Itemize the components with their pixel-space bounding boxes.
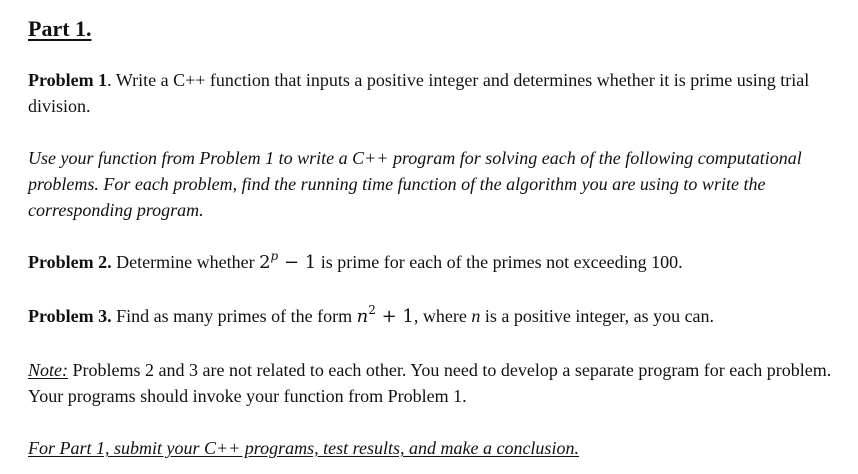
problem-2-paragraph: [28, 249, 850, 276]
note-text: Problems 2 and 3 are not related to each other. You need to develop a separate program for each problem. Your programs should invoke your function from Problem 1.: [28, 360, 832, 406]
problem-1-label: Problem 1: [28, 70, 108, 90]
part-title: Part 1.: [28, 16, 92, 41]
problem-2-label: Problem 2.: [28, 252, 112, 272]
formula-exponent: 2: [368, 303, 376, 317]
problem-2-text-before: Determine whether: [111, 252, 260, 272]
problem-3-paragraph: [28, 303, 850, 330]
problem-3-formula: [356, 303, 414, 327]
problem-3-text-after: is a positive integer, as you can.: [480, 306, 715, 326]
problem-1-text: . Write a C++ function that inputs a positive integer and determines whether it is prime using trial division.: [28, 70, 810, 116]
problem-2-text-after: is prime for each of the primes not exceeding 100.: [316, 252, 683, 272]
problem-1-paragraph: [28, 67, 850, 119]
submission-instructions: For Part 1, submit your C++ programs, test results, and make a conclusion.: [28, 438, 579, 458]
formula-rest: + 1: [375, 306, 414, 327]
note-label: Note:: [28, 360, 68, 380]
problem-3-label: Problem 3.: [28, 306, 112, 326]
problem-3-text-before: Find as many primes of the form: [111, 306, 357, 326]
formula-base: 2: [259, 252, 271, 273]
problem-2-formula: [259, 249, 317, 273]
note-paragraph: [28, 357, 850, 409]
document-page: [28, 8, 850, 461]
problem-3-text-middle: , where: [413, 306, 472, 326]
formula-variable: n: [356, 306, 369, 327]
instructions-paragraph: Use your function from Problem 1 to write a C++ program for solving each of the following computational problems. For each problem, find the running time function of the algorithm you are using to write the corresponding program.: [28, 148, 802, 220]
formula-rest: − 1: [278, 252, 317, 273]
formula-exponent: p: [270, 249, 279, 263]
variable-n: n: [471, 306, 481, 326]
